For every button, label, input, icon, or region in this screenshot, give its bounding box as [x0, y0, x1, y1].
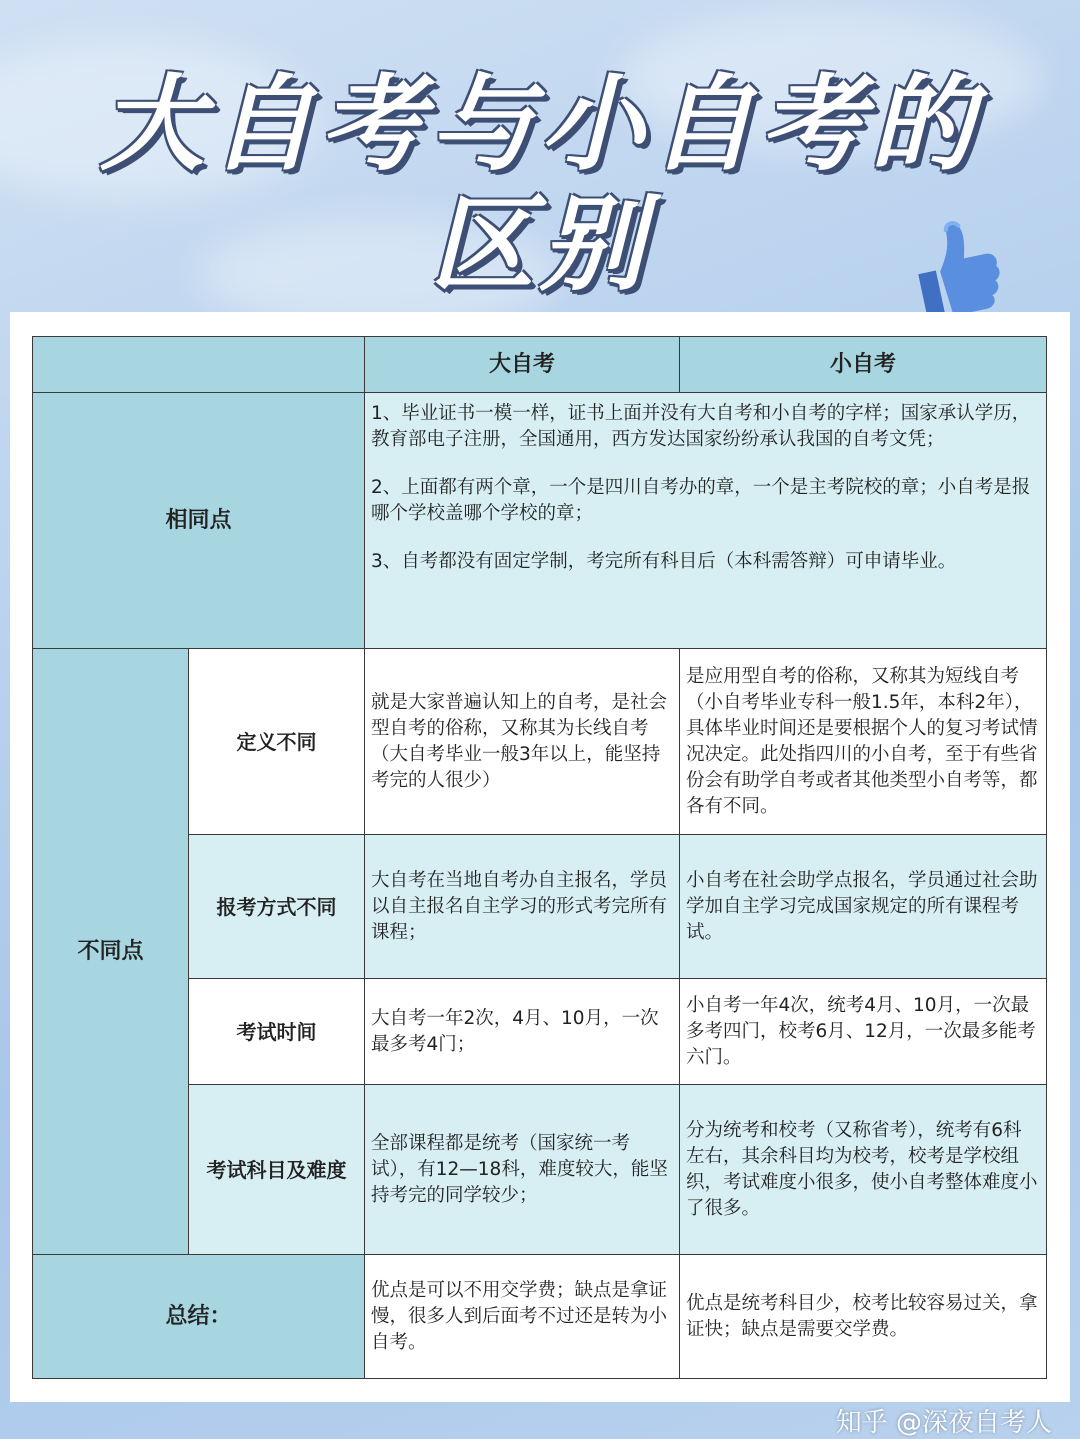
diff-small-subjects: 分为统考和校考（又称省考），统考有6科左右，其余科目均为校考，校考是学校组织，考试难度小很多，使小自考整体难度小了很多。 [680, 1085, 1047, 1255]
same-point-2: 2、上面都有两个章，一个是四川自考办的章，一个是主考院校的章；小自考是报哪个学校盖哪个学校的章； [371, 477, 1031, 524]
summary-label: 总结： [33, 1255, 365, 1379]
diff-big-registration: 大自考在当地自考办自主报名，学员以自主报名自主学习的形式考完所有课程； [365, 835, 680, 979]
diff-row-definition [33, 649, 1047, 835]
diff-small-exam-time: 小自考一年4次，统考4月、10月，一次最多考四门，校考6月、12月，一次最多能考六门。 [680, 979, 1047, 1085]
diff-big-definition: 就是大家普遍认知上的自考，是社会型自考的俗称，又称其为长线自考（大自考毕业一般3年以上，能坚持考完的人很少） [365, 649, 680, 835]
summary-small: 优点是统考科目少，校考比较容易过关，拿证快；缺点是需要交学费。 [680, 1255, 1047, 1379]
summary-row [33, 1255, 1047, 1379]
diff-label: 不同点 [33, 649, 189, 1255]
same-content [365, 393, 1047, 649]
diff-sublabel-subjects: 考试科目及难度 [189, 1085, 365, 1255]
watermark: 知乎 @深夜自考人 [835, 1408, 1052, 1438]
same-row [33, 393, 1047, 649]
diff-sublabel-registration: 报考方式不同 [189, 835, 365, 979]
diff-sublabel-definition: 定义不同 [189, 649, 365, 835]
comparison-panel [10, 312, 1070, 1402]
same-point-3: 3、自考都没有固定学制，考完所有科目后（本科需答辩）可申请毕业。 [371, 551, 957, 572]
diff-big-subjects: 全部课程都是统考（国家统一考试），有12—18科，难度较大，能坚持考完的同学较少； [365, 1085, 680, 1255]
same-point-1: 1、毕业证书一模一样，证书上面并没有大自考和小自考的字样；国家承认学历，教育部电子注册，全国通用，西方发达国家纷纷承认我国的自考文凭； [371, 403, 1031, 450]
header-small-zikao: 小自考 [680, 337, 1047, 393]
header-corner [33, 337, 365, 393]
header-row [33, 337, 1047, 393]
diff-small-definition: 是应用型自考的俗称，又称其为短线自考（小自考毕业专科一般1.5年，本科2年），具体毕业时间还是要根据个人的复习考试情况决定。此处指四川的小自考，至于有些省份会有助学自考或者其他类型小自考等，都各有不同。 [680, 649, 1047, 835]
diff-sublabel-exam-time: 考试时间 [189, 979, 365, 1085]
comparison-table [32, 336, 1047, 1379]
summary-big: 优点是可以不用交学费；缺点是拿证慢，很多人到后面考不过还是转为小自考。 [365, 1255, 680, 1379]
diff-small-registration: 小自考在社会助学点报名，学员通过社会助学加自主学习完成国家规定的所有课程考试。 [680, 835, 1047, 979]
diff-big-exam-time: 大自考一年2次，4月、10月，一次最多考4门； [365, 979, 680, 1085]
page-title-line2: 区别 [429, 183, 650, 305]
page-title-line1: 大自考与小自考的 [99, 63, 980, 185]
same-label: 相同点 [33, 393, 365, 649]
header-big-zikao: 大自考 [365, 337, 680, 393]
